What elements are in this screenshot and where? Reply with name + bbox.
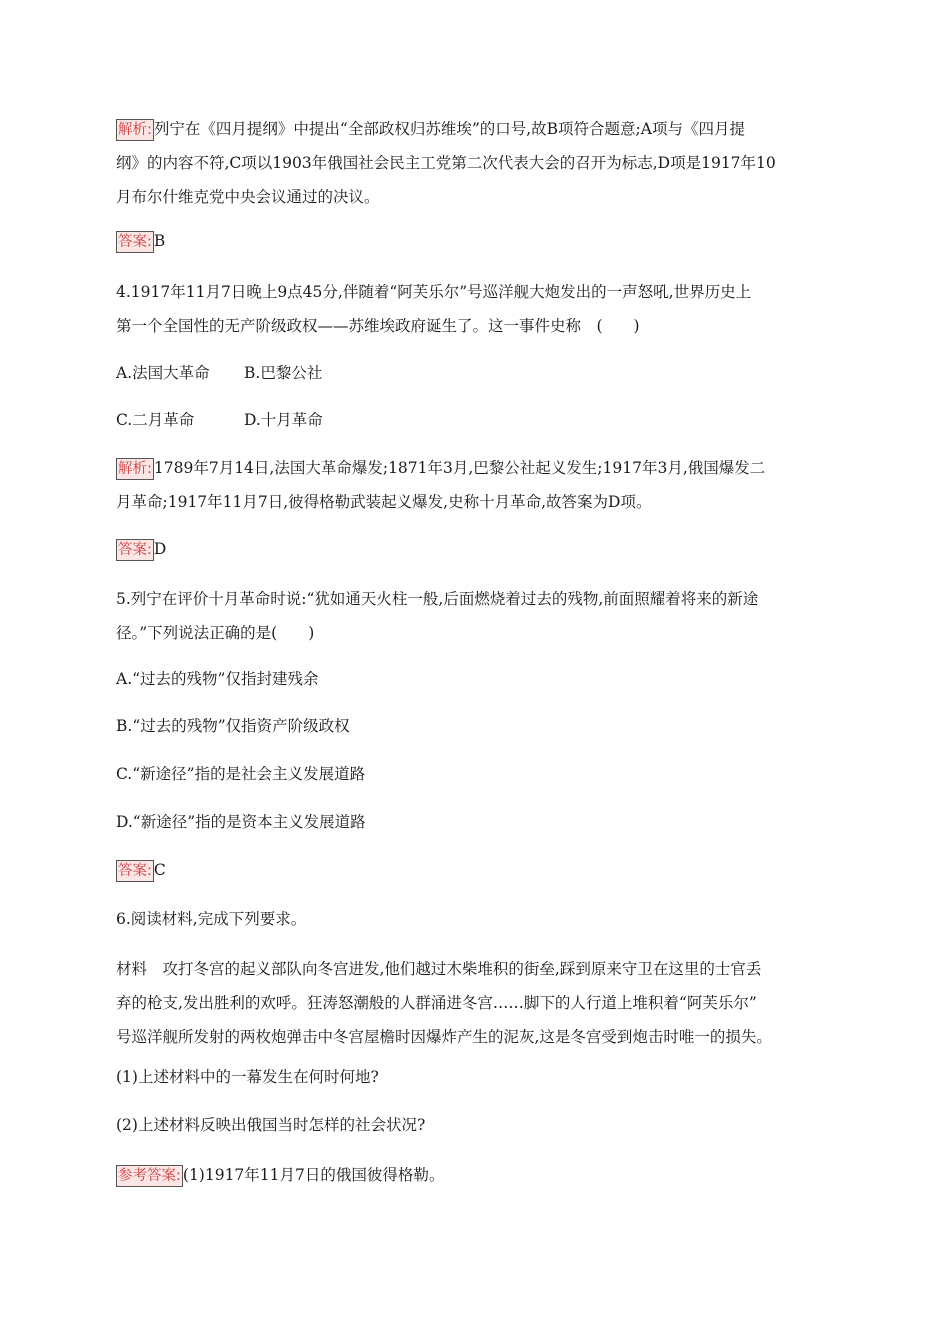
option-c: C.二月革命	[116, 411, 195, 429]
q6-answer	[116, 1162, 836, 1188]
reference-answer-tag: 参考答案:	[116, 1165, 183, 1187]
option-d: D.十月革命	[244, 411, 323, 429]
answer-tag: 答案:	[116, 539, 154, 561]
q4-question	[116, 279, 836, 339]
text-line: 第一个全国性的无产阶级政权——苏维埃政府诞生了。这一事件史称 ( )	[116, 317, 640, 335]
q5-option-d: D.“新途径”指的是资本主义发展道路	[116, 813, 366, 831]
explanation-tag: 解析:	[116, 458, 154, 480]
answer-tag: 答案:	[116, 231, 154, 253]
q6-title: 6.阅读材料,完成下列要求。	[116, 910, 307, 928]
q4-options-ab	[116, 360, 836, 386]
q3-answer	[116, 228, 836, 254]
option-b: B.巴黎公社	[244, 364, 323, 382]
explanation-tag: 解析:	[116, 119, 154, 141]
q4-explanation	[116, 455, 836, 515]
answer-tag: 答案:	[116, 860, 154, 882]
text-line: 纲》的内容不符,C项以1903年俄国社会民主工党第二次代表大会的召开为标志,D项是1917年10	[116, 154, 776, 172]
text-line: 径。”下列说法正确的是( )	[116, 624, 315, 642]
text-line: 月革命;1917年11月7日,彼得格勒武装起义爆发,史称十月革命,故答案为D项。	[116, 493, 652, 511]
q4-answer	[116, 536, 836, 562]
answer-value: (1)1917年11月7日的俄国彼得格勒。	[182, 1166, 445, 1184]
q3-explanation	[116, 116, 836, 210]
answer-value: C	[153, 861, 166, 879]
text-line: 4.1917年11月7日晚上9点45分,伴随着“阿芙乐尔”号巡洋舰大炮发出的一声怒吼,世界历史上	[116, 283, 752, 301]
q6-material	[116, 956, 836, 1050]
q6-ask-1: (1)上述材料中的一幕发生在何时何地?	[116, 1068, 379, 1086]
answer-value: B	[153, 232, 166, 250]
q5-option-c: C.“新途径”指的是社会主义发展道路	[116, 765, 366, 783]
text-line: 1789年7月14日,法国大革命爆发;1871年3月,巴黎公社起义发生;1917年3月,俄国爆发二	[153, 459, 766, 477]
answer-value: D	[153, 540, 167, 558]
option-a: A.法国大革命	[116, 364, 210, 382]
text-line: 号巡洋舰所发射的两枚炮弹击中冬宫屋檐时因爆炸产生的泥灰,这是冬宫受到炮击时唯一的损失。	[116, 1028, 772, 1046]
text-line: 弃的枪支,发出胜利的欢呼。狂涛怒潮般的人群涌进冬宫……脚下的人行道上堆积着“阿芙乐尔”	[116, 994, 757, 1012]
q6-ask-2: (2)上述材料反映出俄国当时怎样的社会状况?	[116, 1116, 426, 1134]
q4-options-cd	[116, 407, 836, 433]
text-line: 列宁在《四月提纲》中提出“全部政权归苏维埃”的口号,故B项符合题意;A项与《四月提	[153, 120, 745, 138]
text-line: 5.列宁在评价十月革命时说:“犹如通天火柱一般,后面燃烧着过去的残物,前面照耀着将来的新途	[116, 590, 759, 608]
q5-answer	[116, 857, 836, 883]
q5-question	[116, 586, 836, 646]
text-line: 材料 攻打冬宫的起义部队向冬宫进发,他们越过木柴堆积的街垒,踩到原来守卫在这里的士官丢	[116, 960, 762, 978]
text-line: 月布尔什维克党中央会议通过的决议。	[116, 188, 380, 206]
q5-option-b: B.“过去的残物”仅指资产阶级政权	[116, 717, 350, 735]
q5-option-a: A.“过去的残物”仅指封建残余	[116, 670, 319, 688]
